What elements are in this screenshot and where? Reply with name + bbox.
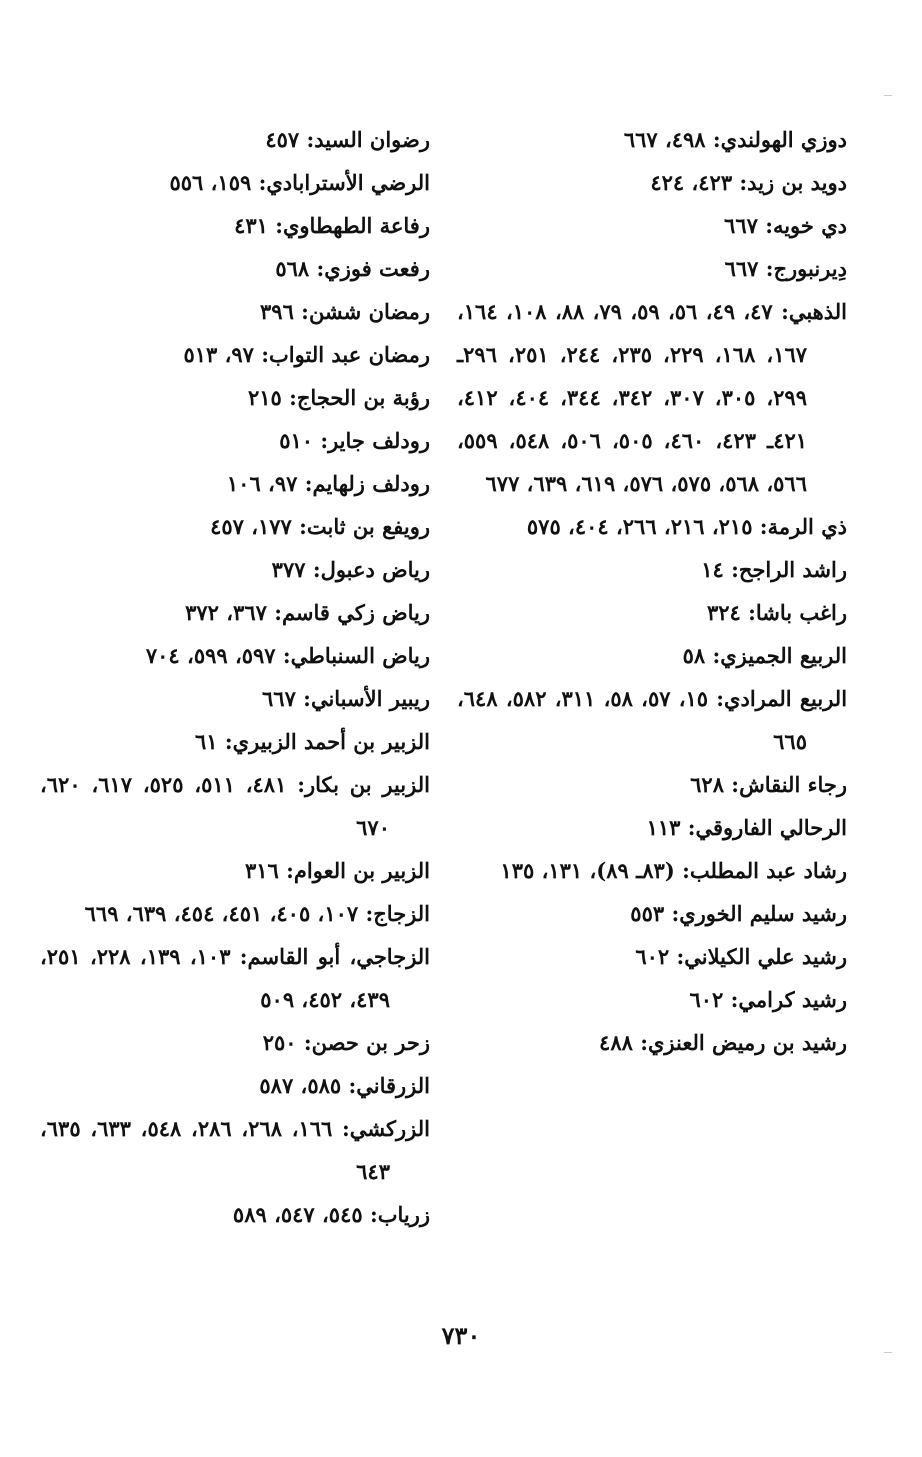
index-entry: راغب باشا: ٣٢٤ bbox=[706, 600, 847, 625]
index-entry: الزجاجي، أبو القاسم: ١٠٣، ١٣٩، ٢٢٨، ٢٥١، ٤٣٩، ٤٥٢، ٥٠٩ bbox=[40, 944, 431, 1012]
index-entry: الزرقاني: ٥٨٥، ٥٨٧ bbox=[259, 1073, 430, 1098]
index-entry: الزبير بن أحمد الزبيري: ٦١ bbox=[195, 729, 430, 754]
index-entry: رشاد عبد المطلب: (٨٣ـ ٨٩)، ١٣١، ١٣٥ bbox=[500, 858, 847, 883]
index-entry: دي خويه: ٦٦٧ bbox=[724, 213, 847, 238]
index-entry: رضوان السيد: ٤٥٧ bbox=[265, 127, 430, 152]
index-entry: زحر بن حصن: ٢٥٠ bbox=[262, 1030, 430, 1055]
index-column-right bbox=[457, 118, 847, 1064]
index-entry: الذهبي: ٤٧، ٤٩، ٥٦، ٥٩، ٧٩، ٨٨، ١٠٨، ١٦٤، ١٦٧، ١٦٨، ٢٢٩، ٢٣٥، ٢٤٤، ٢٥١، ٢٩٦ـ ٢٩٩، ٣٠٥، ٣٠٧، ٣٤٢، ٣٤٤، ٤٠٤، ٤١٢، ٤٢١ـ ٤٢٣، ٤٦٠، ٥٠٥، ٥٠٦، ٥٤٨، ٥٥٩، ٥٦٦، ٥٦٨، ٥٧٥، ٥٧٦، ٦١٩، ٦٣٩، ٦٧٧ bbox=[457, 299, 847, 496]
index-entry: رؤبة بن الحجاج: ٢١٥ bbox=[247, 385, 430, 410]
index-entry: راشد الراجح: ١٤ bbox=[701, 557, 847, 582]
index-entry: رفعت فوزي: ٥٦٨ bbox=[275, 256, 430, 281]
index-entry: رشيد بن رميض العنزي: ٤٨٨ bbox=[599, 1030, 847, 1055]
index-entry: رشيد سليم الخوري: ٥٥٣ bbox=[630, 901, 847, 926]
index-entry: دِيرنبورج: ٦٦٧ bbox=[724, 256, 847, 281]
index-entry: دويد بن زيد: ٤٢٣، ٤٢٤ bbox=[650, 170, 847, 195]
index-column-left bbox=[40, 118, 430, 1236]
index-entry: رودلف جاير: ٥١٠ bbox=[279, 428, 430, 453]
index-entry: زرياب: ٥٤٥، ٥٤٧، ٥٨٩ bbox=[232, 1202, 430, 1227]
index-entry: رجاء النقاش: ٦٢٨ bbox=[690, 772, 847, 797]
index-entry: ريبير الأسباني: ٦٦٧ bbox=[262, 686, 430, 711]
index-entry: رمضان عبد التواب: ٩٧، ٥١٣ bbox=[183, 342, 430, 367]
index-entry: رمضان ششن: ٣٩٦ bbox=[260, 299, 430, 324]
index-entry: رياض دعبول: ٣٧٧ bbox=[271, 557, 430, 582]
index-entry: الربيع الجميزي: ٥٨ bbox=[682, 643, 847, 668]
index-entry: الرحالي الفاروقي: ١١٣ bbox=[646, 815, 847, 840]
index-entry: رودلف زلهايم: ٩٧، ١٠٦ bbox=[226, 471, 430, 496]
index-entry: دوزي الهولندي: ٤٩٨، ٦٦٧ bbox=[623, 127, 847, 152]
index-entry: رياض السنباطي: ٥٩٧، ٥٩٩، ٧٠٤ bbox=[145, 643, 430, 668]
index-entry: رفاعة الطهطاوي: ٤٣١ bbox=[234, 213, 430, 238]
scan-edge-mark bbox=[884, 95, 892, 96]
index-entry: الزبير بن بكار: ٤٨١، ٥١١، ٥٢٥، ٦١٧، ٦٢٠، ٦٧٠ bbox=[40, 772, 430, 840]
index-entry: رشيد علي الكيلاني: ٦٠٢ bbox=[635, 944, 847, 969]
index-entry: الزجاج: ١٠٧، ٤٠٥، ٤٥١، ٤٥٤، ٦٣٩، ٦٦٩ bbox=[84, 901, 430, 926]
index-entry: ذي الرمة: ٢١٥، ٢١٦، ٢٦٦، ٤٠٤، ٥٧٥ bbox=[526, 514, 847, 539]
index-entry: الزبير بن العوام: ٣١٦ bbox=[245, 858, 430, 883]
index-entry: رياض زكي قاسم: ٣٦٧، ٣٧٢ bbox=[185, 600, 430, 625]
index-entry: رويفع بن ثابت: ١٧٧، ٤٥٧ bbox=[210, 514, 430, 539]
index-entry: الربيع المرادي: ١٥، ٥٧، ٥٨، ٣١١، ٥٨٢، ٦٤٨، ٦٦٥ bbox=[457, 686, 848, 754]
index-entry: رشيد كرامي: ٦٠٢ bbox=[689, 987, 847, 1012]
scan-edge-mark bbox=[884, 1352, 892, 1353]
index-entry: الزركشي: ١٦٦، ٢٦٨، ٢٨٦، ٥٤٨، ٦٣٣، ٦٣٥، ٦٤٣ bbox=[40, 1116, 431, 1184]
page-number: ٧٣٠ bbox=[441, 1321, 481, 1350]
index-entry: الرضي الأسترابادي: ١٥٩، ٥٥٦ bbox=[169, 170, 430, 195]
